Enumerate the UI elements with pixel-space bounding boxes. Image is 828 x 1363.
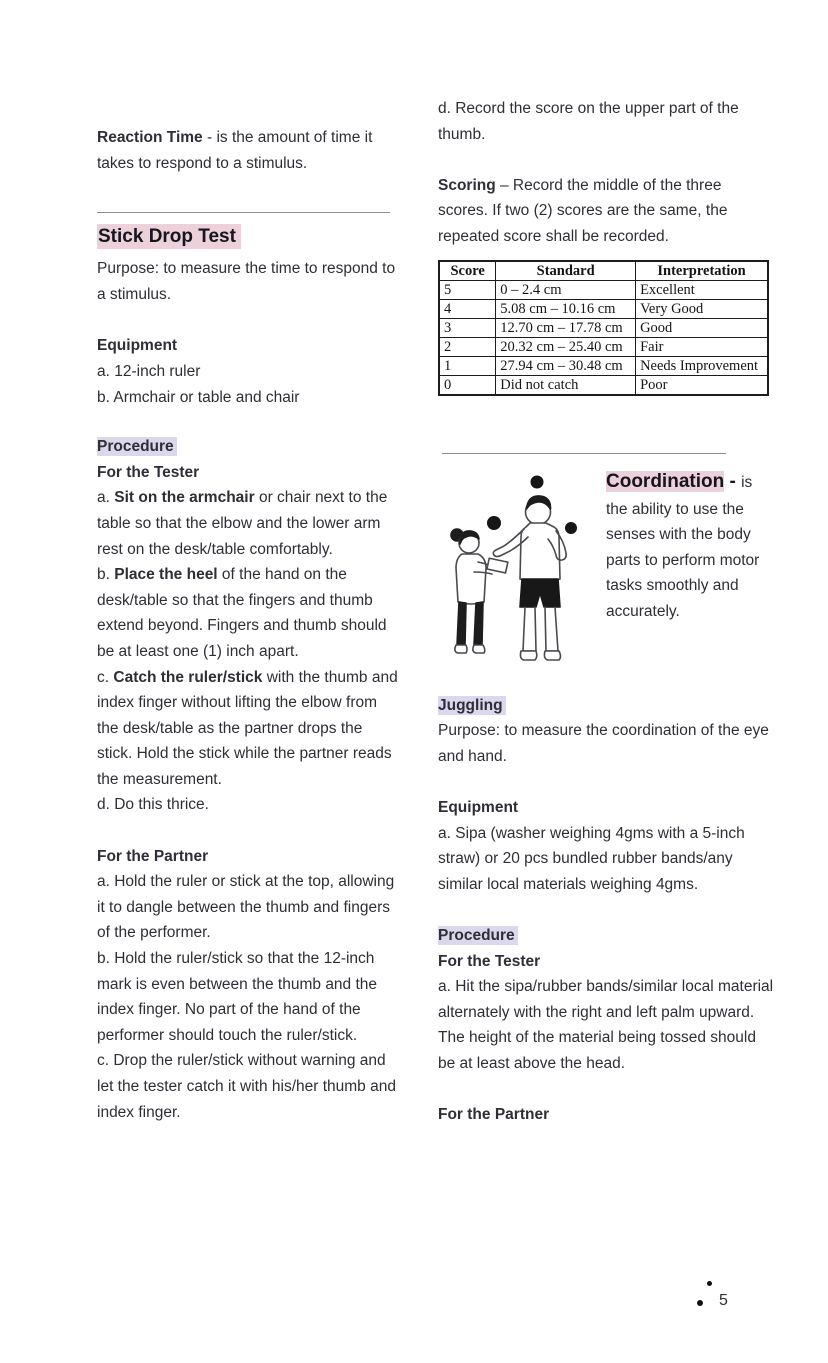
table-row	[439, 299, 768, 318]
cell-standard: 12.70 cm – 17.78 cm	[496, 318, 636, 337]
step-bold: Place the heel	[114, 566, 218, 584]
coordination-block	[438, 467, 774, 673]
scoring-term: Scoring	[438, 176, 496, 194]
cell-interpretation: Excellent	[636, 280, 768, 299]
table-header-interpretation: Interpretation	[636, 261, 768, 281]
cell-score: 2	[439, 337, 496, 356]
cell-score: 1	[439, 356, 496, 375]
tester-step-b	[97, 562, 398, 664]
tester-heading: For the Tester	[438, 952, 541, 970]
step-prefix: a.	[97, 489, 115, 507]
scoring-paragraph	[438, 173, 774, 250]
juggling-heading-wrap	[438, 693, 774, 719]
left-column	[97, 125, 398, 1125]
scoring-text: – Record the middle of the three scores. If two (2) scores are the same, the repeated score shall be recorded.	[438, 176, 728, 245]
step-prefix: b.	[97, 566, 115, 584]
table-row	[439, 318, 768, 337]
cell-score: 4	[439, 299, 496, 318]
section-divider	[442, 453, 726, 454]
step-bold: Catch the ruler/stick	[113, 668, 263, 686]
table-row	[439, 280, 768, 299]
procedure-section-right	[438, 923, 774, 1128]
cell-standard: Did not catch	[496, 375, 636, 395]
page-number: 5	[719, 1292, 728, 1309]
stick-drop-test-heading	[97, 224, 398, 249]
equipment-item: a. 12-inch ruler	[97, 362, 201, 380]
coordination-definition	[606, 467, 764, 625]
footer-bullet-icon	[707, 1281, 712, 1286]
table-row	[439, 375, 768, 395]
coordination-term-wrap	[606, 471, 724, 492]
juggling-illustration	[438, 467, 596, 673]
coordination-text: is the ability to use the senses with the body parts to perform motor tasks smoothly and accurately.	[606, 473, 760, 620]
procedure-heading: Procedure	[438, 926, 518, 945]
juggling-heading: Juggling	[438, 696, 506, 715]
footer-bullet-icon	[697, 1300, 703, 1306]
cell-score: 5	[439, 280, 496, 299]
procedure-heading: Procedure	[97, 437, 177, 456]
reaction-time-term: Reaction Time	[97, 129, 203, 146]
tester-step-c	[97, 665, 398, 793]
record-score-step: d. Record the score on the upper part of the thumb.	[438, 100, 739, 143]
procedure-heading-wrap	[97, 434, 398, 460]
juggler-figure	[493, 495, 566, 659]
cell-interpretation: Poor	[636, 375, 768, 395]
reaction-time-definition	[97, 125, 398, 176]
table-header-standard: Standard	[496, 261, 636, 281]
cell-interpretation: Needs Improvement	[636, 356, 768, 375]
tester-step-a: a. Hit the sipa/rubber bands/similar local material alternately with the right and left palm upward. The height of the material being tossed should be at least above the head.	[438, 978, 774, 1072]
cell-standard: 5.08 cm – 10.16 cm	[496, 299, 636, 318]
step-text: with the thumb and index finger without lifting the elbow from the desk/table as the partner drops the stick. Hold the stick while the partner reads the measurement.	[97, 668, 398, 788]
equipment-item: b. Armchair or table and chair	[97, 388, 300, 406]
step-bold: Sit on the armchair	[114, 489, 255, 507]
procedure-heading-wrap	[438, 923, 774, 949]
coordination-dash: -	[724, 470, 742, 492]
cell-standard: 20.32 cm – 25.40 cm	[496, 337, 636, 356]
stick-drop-test-title: Stick Drop Test	[97, 224, 241, 249]
equipment-section-right	[438, 795, 774, 897]
stick-drop-purpose: Purpose: to measure the time to respond to a stimulus.	[97, 260, 396, 303]
step-text: or chair next to the table so that the elbow and the lower arm rest on the desk/table comfortably.	[97, 489, 388, 558]
table-row	[439, 356, 768, 375]
equipment-section-left	[97, 333, 398, 410]
cell-standard: 0 – 2.4 cm	[496, 280, 636, 299]
tester-heading: For the Tester	[97, 463, 200, 481]
table-row	[439, 337, 768, 356]
table-header-row	[439, 261, 768, 281]
equipment-heading: Equipment	[97, 337, 178, 355]
cell-score: 3	[439, 318, 496, 337]
right-column	[438, 96, 774, 1128]
section-divider	[97, 212, 390, 213]
partner-step-c: c. Drop the ruler/stick without warning and let the tester catch it with his/her thumb and index finger.	[97, 1052, 396, 1121]
juggling-purpose: Purpose: to measure the coordination of the eye and hand.	[438, 722, 769, 765]
partner-step-b: b. Hold the ruler/stick so that the 12-inch mark is even between the thumb and the index finger. No part of the hand of the performer should touch the ruler/stick.	[97, 950, 378, 1044]
partner-step-a: a. Hold the ruler or stick at the top, allowing it to dangle between the thumb and fingers of the performer.	[97, 873, 395, 942]
cell-standard: 27.94 cm – 30.48 cm	[496, 356, 636, 375]
step-text: of the hand on the desk/table so that the fingers and thumb extend beyond. Fingers and thumb should be at least one (1) inch apart.	[97, 566, 387, 660]
cell-interpretation: Fair	[636, 337, 768, 356]
tester-step-a	[97, 485, 398, 562]
coordination-term: Coordination	[606, 470, 725, 492]
tester-step-d: d. Do this thrice.	[97, 796, 209, 814]
equipment-heading: Equipment	[438, 798, 519, 816]
cell-interpretation: Good	[636, 318, 768, 337]
procedure-section-left	[97, 434, 398, 1125]
score-standard-table	[438, 260, 769, 396]
equipment-item: a. Sipa (washer weighing 4gms with a 5-inch straw) or 20 pcs bundled rubber bands/any similar local materials weighing 4gms.	[438, 824, 745, 893]
step-prefix: c.	[97, 668, 114, 686]
cell-interpretation: Very Good	[636, 299, 768, 318]
table-header-score: Score	[439, 261, 496, 281]
cell-score: 0	[439, 375, 496, 395]
partner-heading: For the Partner	[97, 847, 209, 865]
partner-heading: For the Partner	[438, 1106, 550, 1124]
reaction-time-text: - is the amount of time it takes to respond to a stimulus.	[97, 129, 373, 172]
